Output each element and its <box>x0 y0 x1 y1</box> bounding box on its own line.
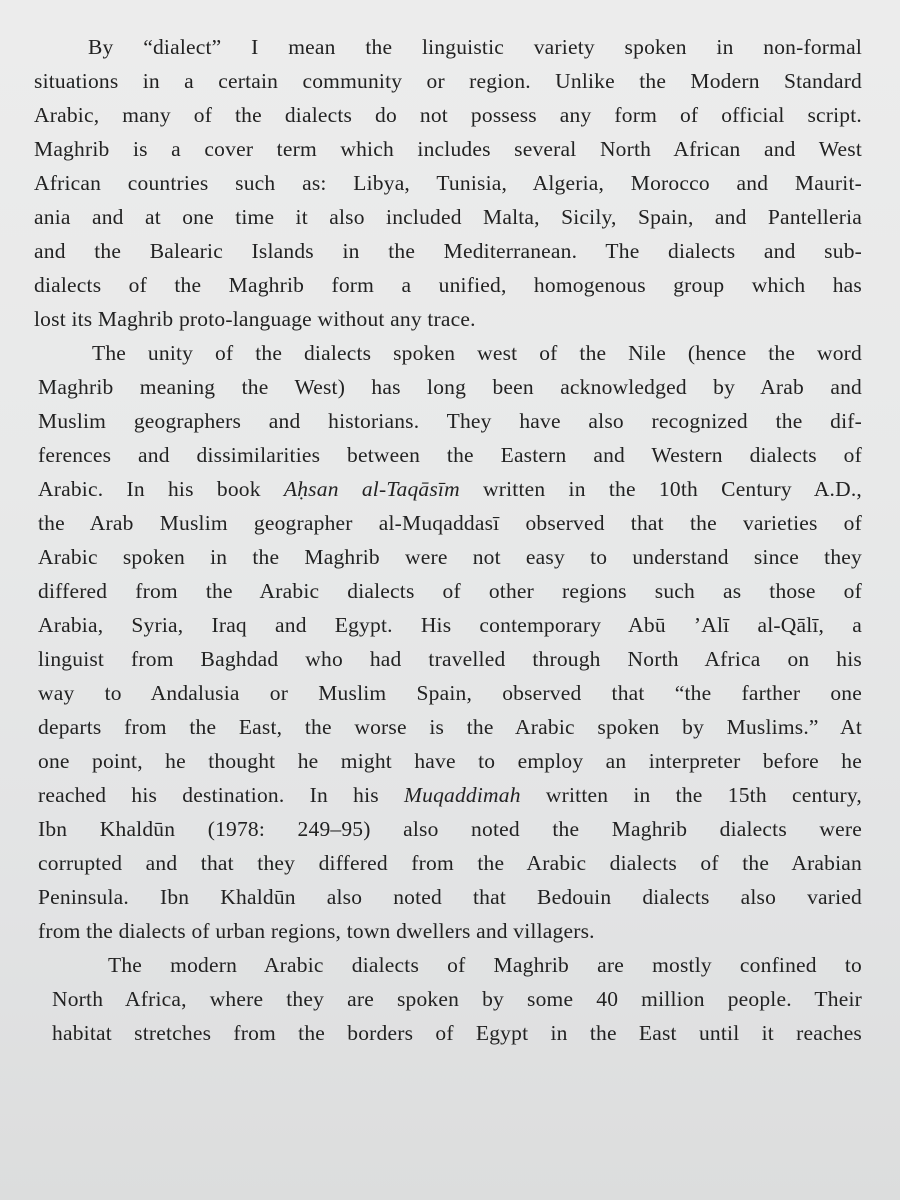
text-line: African countries such as: Libya, Tunisia, Algeria, Morocco and Maurit- <box>34 171 862 195</box>
text-line: Peninsula. Ibn Khaldūn also noted that Bedouin dialects also varied <box>38 885 862 909</box>
text-line: By “dialect” I mean the linguistic variety spoken in non-formal <box>88 35 862 59</box>
paragraph-unity-of-dialects <box>34 336 862 948</box>
paragraph-dialect-definition <box>34 30 862 336</box>
text-line: Arabia, Syria, Iraq and Egypt. His contemporary Abū ’Alī al-Qālī, a <box>38 613 862 637</box>
text-line: departs from the East, the worse is the Arabic spoken by Muslims.” At <box>38 715 862 739</box>
text-line: situations in a certain community or region. Unlike the Modern Standard <box>34 69 862 93</box>
text-line: Arabic, many of the dialects do not possess any form of official script. <box>34 103 862 127</box>
body-text <box>34 30 862 1050</box>
text-line: Ibn Khaldūn (1978: 249–95) also noted the Maghrib dialects were <box>38 817 862 841</box>
text-run: Arabic. In his book <box>38 477 284 501</box>
text-line: and the Balearic Islands in the Mediterranean. The dialects and sub- <box>34 239 862 263</box>
text-line: North Africa, where they are spoken by some 40 million people. Their <box>52 987 862 1011</box>
text-line: Arabic spoken in the Maghrib were not easy to understand since they <box>38 545 862 569</box>
text-line: ania and at one time it also included Malta, Sicily, Spain, and Pantelleria <box>34 205 862 229</box>
paragraph-modern-dialects <box>34 948 862 1050</box>
text-run: reached his destination. In his <box>38 783 405 807</box>
text-line: linguist from Baghdad who had travelled through North Africa on his <box>38 647 862 671</box>
text-line: Maghrib meaning the West) has long been acknowledged by Arab and <box>38 375 862 399</box>
text-line: Maghrib is a cover term which includes several North African and West <box>34 137 862 161</box>
text-line: from the dialects of urban regions, town dwellers and villagers. <box>38 919 595 943</box>
text-line: corrupted and that they differed from the Arabic dialects of the Arabian <box>38 851 862 875</box>
text-line: Muslim geographers and historians. They have also recognized the dif- <box>38 409 862 433</box>
text-line: The unity of the dialects spoken west of the Nile (hence the word <box>92 341 862 365</box>
text-line: the Arab Muslim geographer al-Muqaddasī observed that the varieties of <box>38 511 862 535</box>
text-line-book-title <box>34 472 862 506</box>
text-run: written in the 15th century, <box>520 783 863 807</box>
text-line: habitat stretches from the borders of Egypt in the East until it reaches <box>52 1021 862 1045</box>
book-title-ahsan-al-taqasim: Aḥsan al-Taqāsīm <box>283 477 460 501</box>
text-line: lost its Maghrib proto-language without any trace. <box>34 307 476 331</box>
book-title-muqaddimah: Muqaddimah <box>404 783 521 807</box>
text-line: way to Andalusia or Muslim Spain, observed that “the farther one <box>38 681 862 705</box>
text-run: written in the 10th Century A.D., <box>459 477 863 501</box>
text-line: ferences and dissimilarities between the Eastern and Western dialects of <box>38 443 862 467</box>
text-line: The modern Arabic dialects of Maghrib are mostly confined to <box>108 953 862 977</box>
text-line-muqaddimah <box>34 778 862 812</box>
text-line: differed from the Arabic dialects of other regions such as those of <box>38 579 862 603</box>
text-line: one point, he thought he might have to employ an interpreter before he <box>38 749 862 773</box>
text-line: dialects of the Maghrib form a unified, homogenous group which has <box>34 273 862 297</box>
